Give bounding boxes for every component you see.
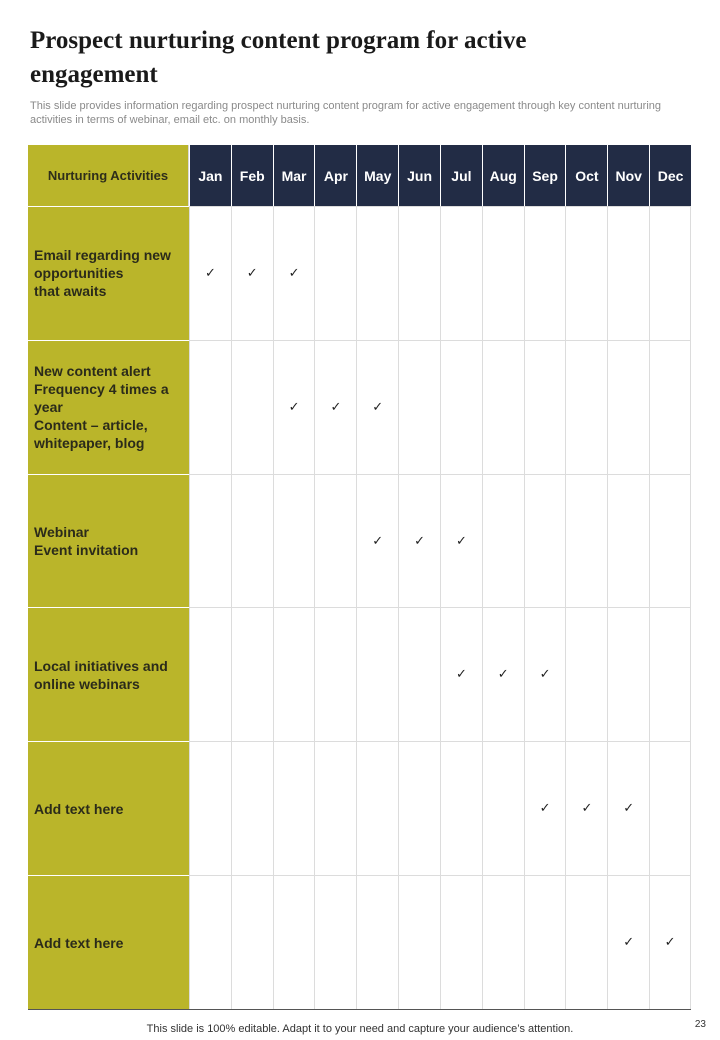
header-month-sep: Sep <box>524 145 566 206</box>
activity-label: Webinar Event invitation <box>28 474 189 608</box>
schedule-cell-aug <box>482 340 524 474</box>
schedule-cell-aug <box>482 875 524 1009</box>
schedule-cell-may <box>356 206 398 340</box>
checkmark-icon: ✓ <box>246 265 258 281</box>
footer-note: This slide is 100% editable. Adapt it to your need and capture your audience’s attention. <box>146 1023 574 1035</box>
header-month-jul: Jul <box>440 145 482 206</box>
schedule-cell-jan <box>189 875 231 1009</box>
checkmark-icon: ✓ <box>414 533 426 549</box>
schedule-cell-dec <box>649 741 691 875</box>
schedule-cell-nov <box>607 875 649 1009</box>
schedule-cell-may <box>356 474 398 608</box>
schedule-cell-jan <box>189 741 231 875</box>
schedule-cell-nov <box>607 607 649 741</box>
schedule-cell-mar <box>273 875 315 1009</box>
schedule-cell-feb <box>231 875 273 1009</box>
checkmark-icon: ✓ <box>330 399 342 415</box>
header-month-apr: Apr <box>314 145 356 206</box>
page-number: 23 <box>694 1019 706 1030</box>
schedule-cell-jun <box>398 875 440 1009</box>
schedule-cell-aug <box>482 474 524 608</box>
schedule-cell-jul <box>440 607 482 741</box>
checkmark-icon: ✓ <box>581 801 593 817</box>
schedule-cell-sep <box>524 607 566 741</box>
schedule-cell-apr <box>314 474 356 608</box>
activity-label: Local initiatives and online webinars <box>28 607 189 741</box>
checkmark-icon: ✓ <box>539 667 551 683</box>
schedule-cell-jul <box>440 875 482 1009</box>
schedule-cell-dec <box>649 340 691 474</box>
checkmark-icon: ✓ <box>372 399 384 415</box>
schedule-cell-mar <box>273 206 315 340</box>
schedule-cell-may <box>356 875 398 1009</box>
checkmark-icon: ✓ <box>455 533 467 549</box>
schedule-cell-aug <box>482 206 524 340</box>
schedule-cell-dec <box>649 474 691 608</box>
schedule-cell-oct <box>565 875 607 1009</box>
checkmark-icon: ✓ <box>623 801 635 817</box>
schedule-cell-apr <box>314 875 356 1009</box>
schedule-cell-apr <box>314 607 356 741</box>
schedule-cell-jun <box>398 340 440 474</box>
schedule-cell-sep <box>524 206 566 340</box>
schedule-cell-nov <box>607 340 649 474</box>
schedule-cell-dec <box>649 206 691 340</box>
schedule-cell-feb <box>231 474 273 608</box>
header-month-oct: Oct <box>565 145 607 206</box>
schedule-cell-jun <box>398 741 440 875</box>
schedule-cell-jan <box>189 206 231 340</box>
schedule-cell-feb <box>231 741 273 875</box>
schedule-cell-aug <box>482 741 524 875</box>
schedule-cell-sep <box>524 474 566 608</box>
schedule-cell-nov <box>607 741 649 875</box>
schedule-cell-jan <box>189 340 231 474</box>
header-month-mar: Mar <box>273 145 315 206</box>
header-month-aug: Aug <box>482 145 524 206</box>
schedule-cell-jul <box>440 206 482 340</box>
checkmark-icon: ✓ <box>539 801 551 817</box>
activity-label: Add text here <box>28 741 189 875</box>
checkmark-icon: ✓ <box>497 667 509 683</box>
checkmark-icon: ✓ <box>664 935 676 951</box>
header-month-may: May <box>356 145 398 206</box>
checkmark-icon: ✓ <box>288 399 300 415</box>
schedule-cell-mar <box>273 607 315 741</box>
schedule-cell-mar <box>273 340 315 474</box>
activity-label: Add text here <box>28 875 189 1009</box>
schedule-cell-jun <box>398 607 440 741</box>
schedule-cell-jul <box>440 741 482 875</box>
schedule-cell-oct <box>565 474 607 608</box>
header-month-feb: Feb <box>231 145 273 206</box>
nurturing-schedule-table <box>28 145 691 1010</box>
schedule-cell-feb <box>231 340 273 474</box>
activity-label: New content alert Frequency 4 times a year Content – article, whitepaper, blog <box>28 340 189 474</box>
schedule-cell-jan <box>189 607 231 741</box>
checkmark-icon: ✓ <box>372 533 384 549</box>
page-subtitle: This slide provides information regarding prospect nurturing content program for active engagement through key content nurturing activities in terms of webinar, email etc. on monthly basis. <box>30 100 662 126</box>
schedule-cell-jun <box>398 474 440 608</box>
schedule-cell-may <box>356 340 398 474</box>
schedule-cell-feb <box>231 206 273 340</box>
header-month-jan: Jan <box>189 145 231 206</box>
schedule-cell-aug <box>482 607 524 741</box>
checkmark-icon: ✓ <box>288 265 300 281</box>
schedule-cell-dec <box>649 607 691 741</box>
schedule-cell-jul <box>440 474 482 608</box>
checkmark-icon: ✓ <box>204 265 216 281</box>
schedule-cell-jun <box>398 206 440 340</box>
schedule-cell-nov <box>607 474 649 608</box>
schedule-cell-sep <box>524 741 566 875</box>
schedule-cell-may <box>356 607 398 741</box>
schedule-cell-feb <box>231 607 273 741</box>
header-month-nov: Nov <box>607 145 649 206</box>
schedule-cell-apr <box>314 206 356 340</box>
schedule-cell-apr <box>314 741 356 875</box>
schedule-cell-sep <box>524 875 566 1009</box>
header-activities: Nurturing Activities <box>28 145 189 206</box>
page-title: Prospect nurturing content program for active engagement <box>30 27 527 88</box>
schedule-cell-oct <box>565 206 607 340</box>
schedule-cell-jan <box>189 474 231 608</box>
schedule-cell-oct <box>565 741 607 875</box>
schedule-cell-apr <box>314 340 356 474</box>
schedule-cell-dec <box>649 875 691 1009</box>
schedule-cell-mar <box>273 741 315 875</box>
schedule-cell-nov <box>607 206 649 340</box>
schedule-cell-oct <box>565 607 607 741</box>
schedule-cell-mar <box>273 474 315 608</box>
activity-label: Email regarding new opportunities that awaits <box>28 206 189 340</box>
header-month-dec: Dec <box>649 145 691 206</box>
schedule-cell-jul <box>440 340 482 474</box>
schedule-cell-may <box>356 741 398 875</box>
schedule-cell-oct <box>565 340 607 474</box>
checkmark-icon: ✓ <box>455 667 467 683</box>
header-month-jun: Jun <box>398 145 440 206</box>
schedule-cell-sep <box>524 340 566 474</box>
checkmark-icon: ✓ <box>623 935 635 951</box>
